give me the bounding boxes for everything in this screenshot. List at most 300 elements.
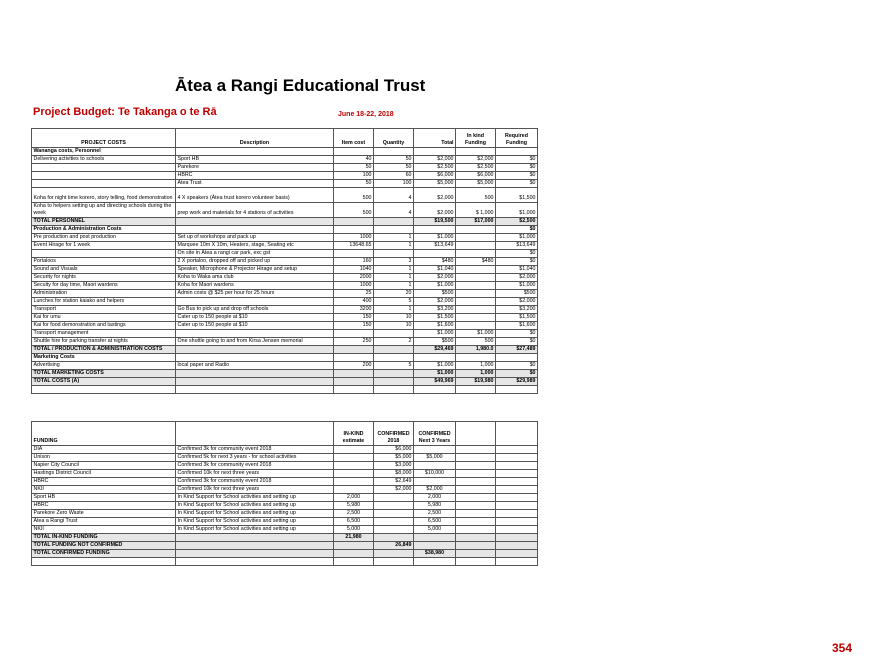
table-cell: HBRC bbox=[32, 478, 176, 486]
funding-header-row bbox=[32, 422, 538, 446]
table-cell: $2,000 bbox=[414, 298, 456, 306]
table-cell: 2,500 bbox=[334, 510, 374, 518]
table-cell: Speaker, Microphone & Projector Hirage and setup bbox=[176, 266, 334, 274]
header-in-kind: In kind Funding bbox=[456, 129, 496, 148]
table-row bbox=[32, 172, 538, 180]
table-cell: $480 bbox=[456, 258, 496, 266]
table-cell: $500 bbox=[496, 290, 538, 298]
budget-header-row bbox=[32, 129, 538, 148]
table-cell: 4 X speakers (Ātea trust korero volunteer basis) bbox=[176, 188, 334, 203]
table-cell: 20 bbox=[374, 290, 414, 298]
table-row bbox=[32, 322, 538, 330]
budget-table bbox=[31, 128, 538, 394]
table-cell bbox=[496, 550, 538, 558]
table-row bbox=[32, 156, 538, 164]
table-cell: 10 bbox=[374, 314, 414, 322]
table-cell: Sound and Visuals bbox=[32, 266, 176, 274]
table-cell: 1000 bbox=[334, 234, 374, 242]
table-row bbox=[32, 330, 538, 338]
table-cell: Shuttle hire for parking transfer at nights bbox=[32, 338, 176, 346]
table-cell bbox=[414, 148, 456, 156]
table-cell: $0 bbox=[496, 180, 538, 188]
table-row bbox=[32, 306, 538, 314]
table-cell: $6,000 bbox=[456, 172, 496, 180]
table-cell: $2,000 bbox=[414, 274, 456, 282]
table-cell: $1,000 bbox=[496, 203, 538, 218]
table-cell: $0 bbox=[496, 258, 538, 266]
table-cell: 250 bbox=[334, 338, 374, 346]
table-row bbox=[32, 314, 538, 322]
table-cell: Koha for Maori wardens bbox=[176, 282, 334, 290]
table-cell: Marketing Costs bbox=[32, 354, 176, 362]
table-cell: 21,980 bbox=[334, 534, 374, 542]
table-row bbox=[32, 338, 538, 346]
table-cell bbox=[456, 470, 496, 478]
table-cell bbox=[176, 370, 334, 378]
table-cell bbox=[496, 386, 538, 394]
table-cell: $2,000 bbox=[414, 486, 456, 494]
table-cell: 1 bbox=[374, 282, 414, 290]
table-cell: TOTAL FUNDING NOT CONFIRMED bbox=[32, 542, 176, 550]
table-cell: 200 bbox=[334, 362, 374, 370]
table-cell: 50 bbox=[374, 164, 414, 172]
table-cell: $5,000 bbox=[414, 180, 456, 188]
table-cell: Administration bbox=[32, 290, 176, 298]
table-cell bbox=[496, 486, 538, 494]
table-cell: HBRC bbox=[32, 502, 176, 510]
table-cell: $0 bbox=[496, 250, 538, 258]
table-cell: $2,000 bbox=[414, 203, 456, 218]
table-cell bbox=[456, 534, 496, 542]
table-cell bbox=[414, 354, 456, 362]
table-cell bbox=[334, 370, 374, 378]
table-cell bbox=[456, 446, 496, 454]
table-cell bbox=[496, 494, 538, 502]
table-cell: In Kind Support for School activities and setting up bbox=[176, 518, 334, 526]
table-cell bbox=[176, 354, 334, 362]
table-cell: Confirmed 3k for community event 2018 bbox=[176, 462, 334, 470]
table-cell bbox=[414, 446, 456, 454]
table-cell: Napier City Council bbox=[32, 462, 176, 470]
table-cell bbox=[334, 542, 374, 550]
table-cell: 1 bbox=[374, 274, 414, 282]
table-row bbox=[32, 446, 538, 454]
table-cell: 1,980.0 bbox=[456, 346, 496, 354]
table-cell: $19,980 bbox=[456, 378, 496, 386]
table-cell: 500 bbox=[334, 203, 374, 218]
event-date: June 18-22, 2018 bbox=[338, 111, 394, 118]
table-cell: 160 bbox=[334, 258, 374, 266]
table-cell bbox=[456, 494, 496, 502]
table-cell bbox=[334, 330, 374, 338]
table-cell: 2,500 bbox=[414, 510, 456, 518]
table-cell: $0 bbox=[496, 330, 538, 338]
table-cell: 2000 bbox=[334, 274, 374, 282]
table-row bbox=[32, 558, 538, 566]
table-cell bbox=[374, 378, 414, 386]
table-cell bbox=[32, 386, 176, 394]
header-in-kind-estimate: IN-KIND estimate bbox=[334, 422, 374, 446]
table-cell: Koha to Waka ama club bbox=[176, 274, 334, 282]
table-cell: Hastings District Council bbox=[32, 470, 176, 478]
table-cell: 6,500 bbox=[414, 518, 456, 526]
table-cell bbox=[176, 218, 334, 226]
table-row bbox=[32, 454, 538, 462]
table-cell bbox=[414, 542, 456, 550]
table-cell: $1,000 bbox=[414, 282, 456, 290]
table-cell: HBRC bbox=[176, 172, 334, 180]
header-description: Description bbox=[176, 129, 334, 148]
table-cell: $29,469 bbox=[414, 346, 456, 354]
table-cell: $500 bbox=[414, 290, 456, 298]
table-cell: $500 bbox=[414, 338, 456, 346]
table-cell bbox=[334, 486, 374, 494]
table-row bbox=[32, 234, 538, 242]
table-row bbox=[32, 250, 538, 258]
table-cell: 5 bbox=[374, 298, 414, 306]
table-cell: 5,000 bbox=[414, 526, 456, 534]
table-row bbox=[32, 180, 538, 188]
table-row bbox=[32, 526, 538, 534]
table-cell: $1,040 bbox=[414, 266, 456, 274]
table-cell: $2,000 bbox=[456, 156, 496, 164]
table-cell: $0 bbox=[496, 156, 538, 164]
table-cell: 4 bbox=[374, 203, 414, 218]
table-row bbox=[32, 534, 538, 542]
table-cell: In Kind Support for School activities and setting up bbox=[176, 526, 334, 534]
header-total: Total bbox=[414, 129, 456, 148]
table-cell bbox=[456, 290, 496, 298]
table-cell: $1,000 bbox=[414, 330, 456, 338]
table-cell: 100 bbox=[374, 180, 414, 188]
table-cell: TOTAL MARKETING COSTS bbox=[32, 370, 176, 378]
table-cell: $0 bbox=[496, 164, 538, 172]
table-cell: Parekore bbox=[176, 164, 334, 172]
table-cell bbox=[176, 148, 334, 156]
table-cell bbox=[374, 386, 414, 394]
table-cell: Portaloos bbox=[32, 258, 176, 266]
document-title: Ātea a Rangi Educational Trust bbox=[175, 76, 426, 95]
table-cell bbox=[334, 226, 374, 234]
table-cell bbox=[374, 354, 414, 362]
table-cell: 50 bbox=[334, 180, 374, 188]
table-cell: Delivering activities to schools bbox=[32, 156, 176, 164]
table-row bbox=[32, 203, 538, 218]
table-cell bbox=[334, 354, 374, 362]
table-cell: $17,000 bbox=[456, 218, 496, 226]
header-blank bbox=[176, 422, 334, 446]
table-cell: 150 bbox=[334, 314, 374, 322]
table-cell bbox=[456, 386, 496, 394]
table-cell: 26,849 bbox=[374, 542, 414, 550]
table-cell bbox=[176, 226, 334, 234]
table-cell bbox=[176, 542, 334, 550]
table-cell: $1,000 bbox=[496, 282, 538, 290]
table-cell bbox=[496, 462, 538, 470]
table-cell: Confirmed 3k for community event 2018 bbox=[176, 478, 334, 486]
table-cell: Confirmed 5k for next 3 years - for school activities bbox=[176, 454, 334, 462]
table-cell: 60 bbox=[374, 172, 414, 180]
table-cell: $1,500 bbox=[496, 188, 538, 203]
table-cell: $5,000 bbox=[414, 454, 456, 462]
table-cell bbox=[334, 478, 374, 486]
table-cell: Ātea a Rangi Trust bbox=[32, 518, 176, 526]
table-cell: 3 bbox=[374, 258, 414, 266]
table-cell bbox=[456, 510, 496, 518]
table-cell: $2,649 bbox=[374, 478, 414, 486]
table-cell: Admin costs @ $25 per hour for 25 hours bbox=[176, 290, 334, 298]
table-cell bbox=[176, 378, 334, 386]
table-cell: DIA bbox=[32, 446, 176, 454]
table-cell: 1,000 bbox=[456, 370, 496, 378]
table-row bbox=[32, 298, 538, 306]
table-cell: $1,000 bbox=[456, 330, 496, 338]
table-cell bbox=[496, 478, 538, 486]
table-row bbox=[32, 518, 538, 526]
table-cell: 100 bbox=[334, 172, 374, 180]
table-cell: 2 X portaloo, dropped off and picked up bbox=[176, 258, 334, 266]
table-cell bbox=[456, 306, 496, 314]
table-cell: Production & Administration Costs bbox=[32, 226, 176, 234]
table-cell: One shuttle going to and from Kirsa Jensen memorial bbox=[176, 338, 334, 346]
table-cell bbox=[496, 446, 538, 454]
table-row bbox=[32, 370, 538, 378]
table-cell bbox=[374, 346, 414, 354]
table-cell bbox=[456, 242, 496, 250]
table-cell: 25 bbox=[334, 290, 374, 298]
table-cell bbox=[334, 558, 374, 566]
table-cell bbox=[374, 526, 414, 534]
table-cell: $1,600 bbox=[414, 322, 456, 330]
table-cell: $3,200 bbox=[496, 306, 538, 314]
table-cell: Confirmed 10k for next three years bbox=[176, 470, 334, 478]
table-cell bbox=[456, 354, 496, 362]
table-cell bbox=[334, 218, 374, 226]
table-cell: 1000 bbox=[334, 282, 374, 290]
table-cell: Confirmed 3k for community event 2018 bbox=[176, 446, 334, 454]
table-cell: 2 bbox=[374, 338, 414, 346]
table-cell: TOTAL CONFIRMED FUNDING bbox=[32, 550, 176, 558]
table-row bbox=[32, 478, 538, 486]
table-cell: TOTAL / PRODUCTION & ADMINISTRATION COSTS bbox=[32, 346, 176, 354]
table-cell: TOTAL COSTS (A) bbox=[32, 378, 176, 386]
table-cell: $1,000 bbox=[414, 234, 456, 242]
header-confirmed-next: CONFIRMED Next 3 Years bbox=[414, 422, 456, 446]
table-cell: $2,000 bbox=[414, 156, 456, 164]
table-row bbox=[32, 188, 538, 203]
table-cell: $1,000 bbox=[496, 234, 538, 242]
table-cell bbox=[334, 378, 374, 386]
table-row bbox=[32, 362, 538, 370]
table-cell bbox=[456, 148, 496, 156]
table-cell bbox=[334, 470, 374, 478]
header-blank bbox=[496, 422, 538, 446]
table-cell: Ātea Trust bbox=[176, 180, 334, 188]
table-cell bbox=[32, 558, 176, 566]
table-cell: Confirmed 10k for next three years bbox=[176, 486, 334, 494]
table-cell: 50 bbox=[334, 164, 374, 172]
table-cell: $0 bbox=[496, 172, 538, 180]
table-cell bbox=[374, 370, 414, 378]
table-cell: $27,489 bbox=[496, 346, 538, 354]
table-cell bbox=[414, 386, 456, 394]
table-cell: 1 bbox=[374, 242, 414, 250]
table-cell: 5,980 bbox=[334, 502, 374, 510]
table-cell bbox=[496, 502, 538, 510]
table-cell: Advertising bbox=[32, 362, 176, 370]
table-cell: $49,969 bbox=[414, 378, 456, 386]
table-cell: $6,000 bbox=[374, 446, 414, 454]
table-cell bbox=[374, 330, 414, 338]
table-cell bbox=[496, 148, 538, 156]
table-cell bbox=[374, 218, 414, 226]
table-cell: Lunches for station kaiako and helpers bbox=[32, 298, 176, 306]
table-cell: Set up of workshops and pack up bbox=[176, 234, 334, 242]
table-cell: $0 bbox=[496, 370, 538, 378]
table-cell bbox=[32, 172, 176, 180]
table-cell bbox=[334, 462, 374, 470]
table-cell: 1 bbox=[374, 266, 414, 274]
table-cell: 5,980 bbox=[414, 502, 456, 510]
table-cell: Pre production and post production bbox=[32, 234, 176, 242]
table-cell: Go Bus to pick up and drop off schools bbox=[176, 306, 334, 314]
table-cell: $3,000 bbox=[374, 462, 414, 470]
table-cell: In Kind Support for School activities and setting up bbox=[176, 502, 334, 510]
header-item-cost: Item cost bbox=[334, 129, 374, 148]
table-cell bbox=[456, 542, 496, 550]
table-cell: $480 bbox=[414, 258, 456, 266]
table-cell bbox=[334, 148, 374, 156]
table-cell: Kai for umu bbox=[32, 314, 176, 322]
table-cell bbox=[496, 526, 538, 534]
table-row bbox=[32, 378, 538, 386]
table-cell: $29,989 bbox=[496, 378, 538, 386]
funding-table bbox=[31, 421, 538, 566]
table-cell bbox=[176, 550, 334, 558]
table-cell: $1,500 bbox=[496, 314, 538, 322]
table-cell bbox=[456, 314, 496, 322]
table-cell: 1 bbox=[374, 234, 414, 242]
table-cell bbox=[456, 226, 496, 234]
table-cell: Transport management bbox=[32, 330, 176, 338]
table-cell: 6,500 bbox=[334, 518, 374, 526]
table-cell: prep work and materials for 4 stations of activities bbox=[176, 203, 334, 218]
table-cell bbox=[456, 322, 496, 330]
table-cell: 500 bbox=[456, 338, 496, 346]
table-cell: 1040 bbox=[334, 266, 374, 274]
table-row bbox=[32, 470, 538, 478]
table-cell bbox=[456, 486, 496, 494]
table-cell bbox=[32, 250, 176, 258]
table-cell: $1,000 bbox=[414, 370, 456, 378]
table-row bbox=[32, 290, 538, 298]
table-cell: $6,000 bbox=[414, 172, 456, 180]
table-cell bbox=[496, 354, 538, 362]
table-cell: 500 bbox=[456, 188, 496, 203]
table-cell bbox=[456, 502, 496, 510]
table-cell: 1 bbox=[374, 306, 414, 314]
table-cell: 1,000 bbox=[456, 362, 496, 370]
table-cell: Cater up to 150 people at $10 bbox=[176, 322, 334, 330]
table-cell: 50 bbox=[374, 156, 414, 164]
table-cell: $5,000 bbox=[456, 180, 496, 188]
table-cell: In Kind Support for School activities and setting up bbox=[176, 510, 334, 518]
table-cell bbox=[374, 494, 414, 502]
table-row bbox=[32, 494, 538, 502]
table-cell bbox=[334, 446, 374, 454]
table-cell bbox=[456, 298, 496, 306]
table-row bbox=[32, 354, 538, 362]
table-row bbox=[32, 486, 538, 494]
table-cell: 4 bbox=[374, 188, 414, 203]
table-cell: 13648.65 bbox=[334, 242, 374, 250]
table-cell bbox=[334, 346, 374, 354]
table-row bbox=[32, 148, 538, 156]
table-cell: 5 bbox=[374, 362, 414, 370]
table-cell bbox=[456, 550, 496, 558]
table-cell bbox=[456, 558, 496, 566]
table-cell bbox=[176, 298, 334, 306]
table-cell: $2,500 bbox=[496, 218, 538, 226]
header-quantity: Quantity bbox=[374, 129, 414, 148]
table-cell bbox=[374, 518, 414, 526]
table-cell: 2,000 bbox=[334, 494, 374, 502]
table-cell bbox=[374, 250, 414, 258]
table-cell: 150 bbox=[334, 322, 374, 330]
table-cell: $0 bbox=[496, 338, 538, 346]
table-cell: $8,000 bbox=[374, 470, 414, 478]
table-row bbox=[32, 258, 538, 266]
table-row bbox=[32, 218, 538, 226]
table-cell bbox=[374, 510, 414, 518]
table-cell bbox=[456, 526, 496, 534]
table-cell bbox=[414, 250, 456, 258]
table-row bbox=[32, 266, 538, 274]
table-cell bbox=[496, 518, 538, 526]
table-cell: NKII bbox=[32, 526, 176, 534]
table-cell bbox=[414, 478, 456, 486]
table-cell: $3,200 bbox=[414, 306, 456, 314]
table-cell: $0 bbox=[496, 362, 538, 370]
table-cell bbox=[374, 226, 414, 234]
table-cell: Koha for night time korero, story telling, food demonstration bbox=[32, 188, 176, 203]
table-cell: Parekore Zero Waste bbox=[32, 510, 176, 518]
table-cell bbox=[334, 550, 374, 558]
table-cell: 10 bbox=[374, 322, 414, 330]
table-cell: 400 bbox=[334, 298, 374, 306]
table-cell bbox=[32, 164, 176, 172]
table-cell: Cater up to 150 people at $10 bbox=[176, 314, 334, 322]
table-cell: $13,649 bbox=[414, 242, 456, 250]
table-cell bbox=[456, 518, 496, 526]
table-cell: Wananga costs, Personnel bbox=[32, 148, 176, 156]
table-cell bbox=[176, 346, 334, 354]
table-cell: Sport HB bbox=[176, 156, 334, 164]
table-cell bbox=[456, 478, 496, 486]
table-cell bbox=[176, 386, 334, 394]
table-cell: On site in Ātea a rangi car park, exc gst bbox=[176, 250, 334, 258]
table-cell: Marquee 10m X 10m, Heaters, stage, Seating etc bbox=[176, 242, 334, 250]
table-cell bbox=[334, 250, 374, 258]
table-cell: $2,000 bbox=[414, 188, 456, 203]
table-row bbox=[32, 542, 538, 550]
table-row bbox=[32, 226, 538, 234]
table-cell: TOTAL IN-KIND FUNDING bbox=[32, 534, 176, 542]
table-cell bbox=[414, 226, 456, 234]
header-project-costs: PROJECT COSTS bbox=[32, 129, 176, 148]
table-cell: $1,600 bbox=[496, 322, 538, 330]
table-row bbox=[32, 274, 538, 282]
